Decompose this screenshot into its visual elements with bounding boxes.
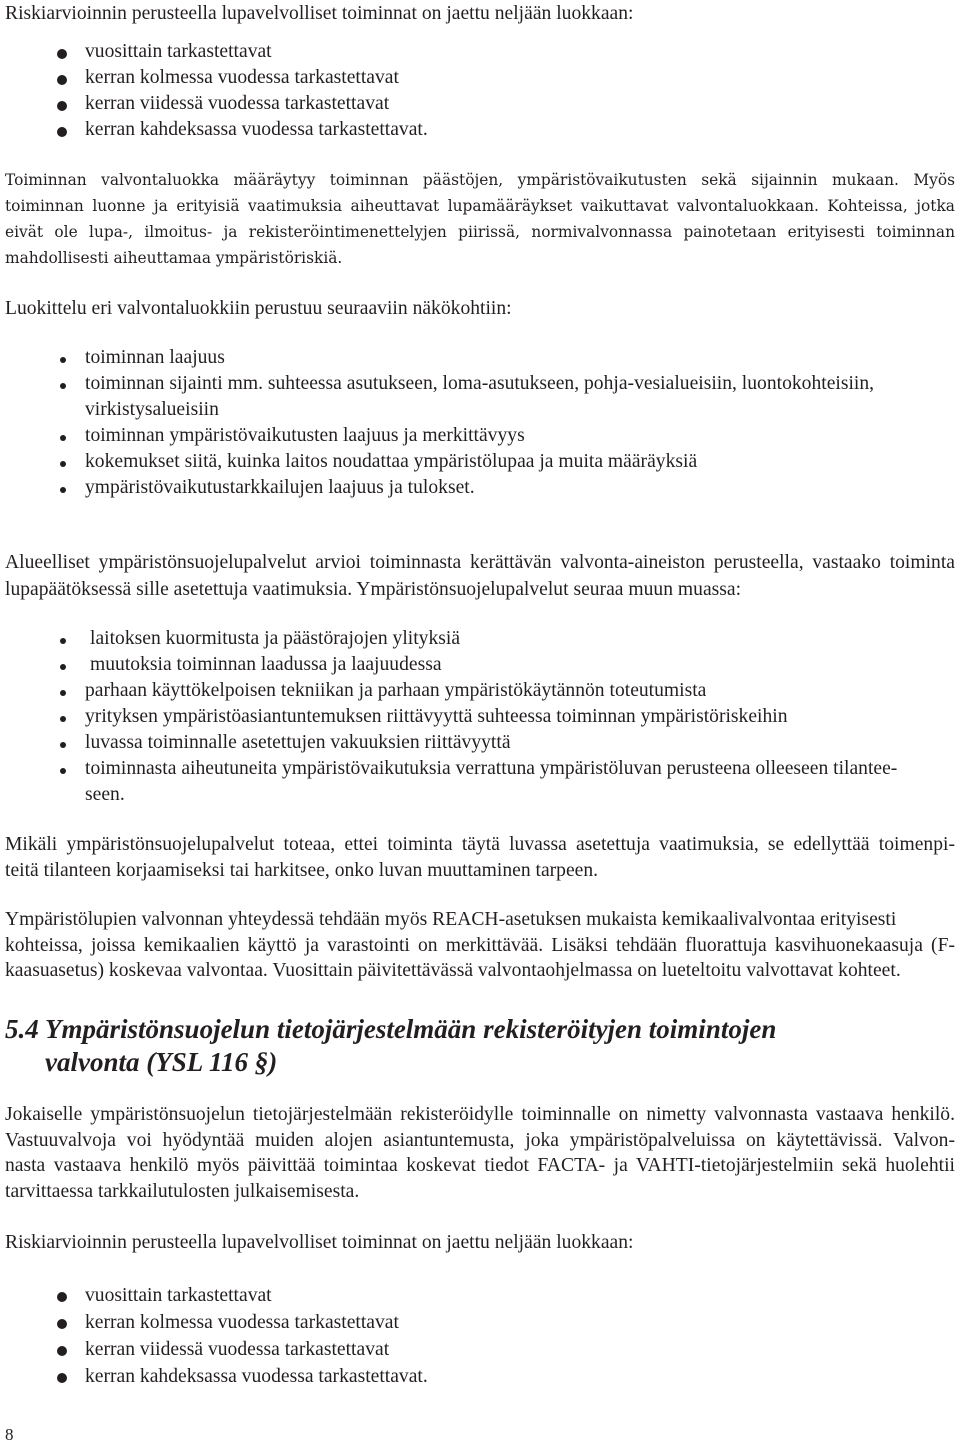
list-item: [0, 91, 960, 117]
list-item: [0, 423, 960, 449]
classification-list-bottom: [0, 1282, 960, 1390]
section-heading-line: 5.4 Ympäristönsuojelun tietojärjestelmään rekisteröityjen toimintojen: [5, 1014, 777, 1044]
paragraph-line: Vastuuvalvoja voi hyödyntää muiden alojen asiantuntemusta, joka ympäristöpalveluissa on käytettävissä. Valvon-: [5, 1129, 955, 1151]
paragraph-line: nasta vastaava henkilö myös päivittää toimintaa koskevat tiedot FACTA- ja VAHTI-tietojärjestelmiin sekä huolehtii: [5, 1155, 955, 1177]
paragraph-line: kohteissa, joissa kemikaalien käyttö ja varastointi on merkittävää. Lisäksi tehdään fluorattuja kasvihuonekaasuja (F-: [5, 934, 955, 956]
list-item: [0, 730, 960, 756]
intro-bottom: [5, 1230, 955, 1256]
list-item: [0, 1363, 960, 1390]
list-item: [0, 1282, 960, 1309]
list-item-text: kerran kahdeksassa vuodessa tarkastettavat.: [85, 1366, 428, 1387]
list-item-text: luvassa toiminnalle asetettujen vakuuksien riittävyyttä: [85, 732, 511, 753]
responsibility-paragraph: [5, 1102, 955, 1205]
list-item: [0, 39, 960, 65]
bullet-dot-icon: [60, 690, 66, 696]
measures-paragraph: [5, 832, 955, 883]
list-item: [0, 449, 960, 475]
bullet-dot-icon: [57, 101, 67, 111]
bullet-dot-icon: [60, 461, 66, 467]
paragraph-line: teitä tilanteen korjaamiseksi tai harkitsee, onko luvan muuttaminen tarpeen.: [5, 859, 599, 881]
list-item: [0, 704, 960, 730]
intro-bottom-text: Riskiarvioinnin perusteella lupavelvolliset toiminnat on jaettu neljään luokkaan:: [5, 1232, 634, 1253]
list-item-text: seen.: [85, 784, 125, 805]
list-item-text: vuosittain tarkastettavat: [85, 41, 272, 62]
paragraph-line: eivät ole lupa-, ilmoitus- ja rekisteröintimenettelyjen piirissä, normivalvonnassa painotetaan erityisesti toiminnan: [5, 223, 955, 241]
list-item-text: virkistysalueisiin: [85, 399, 219, 420]
bullet-dot-icon: [60, 383, 66, 389]
list-item: [0, 626, 960, 652]
reach-paragraph: [5, 907, 955, 984]
page-number: 8: [5, 1425, 14, 1444]
bullet-dot-icon: [57, 1346, 67, 1356]
bullet-dot-icon: [60, 664, 66, 670]
bullet-dot-icon: [60, 487, 66, 493]
monitoring-paragraph: [5, 550, 955, 603]
bullet-dot-icon: [57, 1319, 67, 1329]
paragraph-line: kaasuasetus) koskevaa valvontaa. Vuosittain päivitettävässä valvontaohjelmassa on lueteltoitu valvottavat kohteet.: [5, 960, 901, 981]
list-item: [0, 65, 960, 91]
bullet-dot-icon: [60, 435, 66, 441]
bullet-dot-icon: [60, 716, 66, 722]
paragraph-line: Alueelliset ympäristönsuojelupalvelut arvioi toiminnasta kerättävän valvonta-aineiston perusteella, vastaako toiminta: [5, 552, 955, 573]
bullet-dot-icon: [60, 768, 66, 774]
bullet-dot-icon: [57, 1292, 67, 1302]
bullet-dot-icon: [57, 127, 67, 137]
list-item-text: vuosittain tarkastettavat: [85, 1285, 272, 1306]
paragraph-line: lupapäätöksessä sille asetettuja vaatimuksia. Ympäristönsuojelupalvelut seuraa muun muassa:: [5, 578, 742, 600]
list-item-text: toiminnan ympäristövaikutusten laajuus ja merkittävyys: [85, 425, 525, 446]
section-heading-line: valvonta (YSL 116 §): [45, 1047, 278, 1077]
paragraph-line: toiminnan luonne ja erityisiä vaatimuksia aiheuttavat lupamääräykset vaikuttavat valvontaluokkaan. Kohteissa, jotka: [5, 197, 955, 215]
bullet-dot-icon: [60, 638, 66, 644]
list-item: [0, 117, 960, 143]
list-item: [0, 345, 960, 371]
list-item-text: yrityksen ympäristöasiantuntemuksen riittävyyttä suhteessa toiminnan ympäristöriskeihin: [85, 706, 788, 727]
list-item-text: kerran kolmessa vuodessa tarkastettavat: [85, 1312, 399, 1333]
monitoring-list: [0, 626, 960, 808]
paragraph-line: Toiminnan valvontaluokka määräytyy toiminnan päästöjen, ympäristövaikutusten sekä sijainnin mukaan. Myös: [5, 171, 955, 189]
paragraph-line: Mikäli ympäristönsuojelupalvelut toteaa, ettei toiminta täytä luvassa asetettuja vaatimuksia, se edellyttää toimenpi-: [5, 834, 955, 855]
bullet-dot-icon: [60, 742, 66, 748]
bullet-dot-icon: [57, 49, 67, 59]
classification-list-top: [0, 39, 960, 143]
criteria-intro: [5, 296, 955, 322]
criteria-list: [0, 345, 960, 501]
intro-top: [5, 1, 955, 27]
classification-paragraph: [5, 167, 955, 271]
list-item-text: kokemukset siitä, kuinka laitos noudattaa ympäristölupaa ja muita määräyksiä: [85, 451, 698, 472]
list-item-text: toiminnan sijainti mm. suhteessa asutukseen, loma-asutukseen, pohja-vesialueisiin, luontokohteisiin,: [85, 373, 875, 394]
bullet-dot-icon: [57, 75, 67, 85]
list-item-text: kerran kahdeksassa vuodessa tarkastettavat.: [85, 119, 428, 140]
bullet-dot-icon: [60, 357, 66, 363]
list-item: [0, 475, 960, 501]
list-item-text: kerran viidessä vuodessa tarkastettavat: [85, 1339, 390, 1360]
paragraph-line: Ympäristölupien valvonnan yhteydessä tehdään myös REACH-asetuksen mukaista kemikaalivalvontaa erityisesti: [5, 909, 897, 930]
list-item: [0, 1336, 960, 1363]
list-item-text: kerran viidessä vuodessa tarkastettavat: [85, 93, 390, 114]
criteria-intro-text: Luokittelu eri valvontaluokkiin perustuu seuraaviin näkökohtiin:: [5, 298, 512, 319]
list-item-text: ympäristövaikutustarkkailujen laajuus ja tulokset.: [85, 477, 475, 498]
section-heading: [5, 1013, 776, 1079]
list-item-text: kerran kolmessa vuodessa tarkastettavat: [85, 67, 399, 88]
list-item: [0, 1309, 960, 1336]
list-item: [0, 652, 960, 678]
list-item: [0, 756, 960, 808]
paragraph-line: tarvittaessa tarkkailutulosten julkaisemisesta.: [5, 1181, 360, 1203]
list-item-text: toiminnan laajuus: [85, 347, 225, 368]
list-item-text: toiminnasta aiheutuneita ympäristövaikutuksia verrattuna ympäristöluvan perusteena olleeseen tilantee-: [85, 758, 898, 779]
list-item-text: parhaan käyttökelpoisen tekniikan ja parhaan ympäristökäytännön toteutumista: [85, 680, 707, 701]
list-item: [0, 678, 960, 704]
list-item-text: laitoksen kuormitusta ja päästörajojen ylityksiä: [90, 628, 461, 649]
intro-top-text: Riskiarvioinnin perusteella lupavelvolliset toiminnat on jaettu neljään luokkaan:: [5, 3, 634, 24]
list-item: [0, 371, 960, 423]
list-item-text: muutoksia toiminnan laadussa ja laajuudessa: [90, 654, 442, 675]
bullet-dot-icon: [57, 1373, 67, 1383]
paragraph-line: mahdollisesti aiheuttamaa ympäristöriskiä.: [5, 249, 343, 267]
paragraph-line: Jokaiselle ympäristönsuojelun tietojärjestelmään rekisteröidylle toiminnalle on nimetty valvonnasta vastaava henkilö.: [5, 1104, 955, 1125]
